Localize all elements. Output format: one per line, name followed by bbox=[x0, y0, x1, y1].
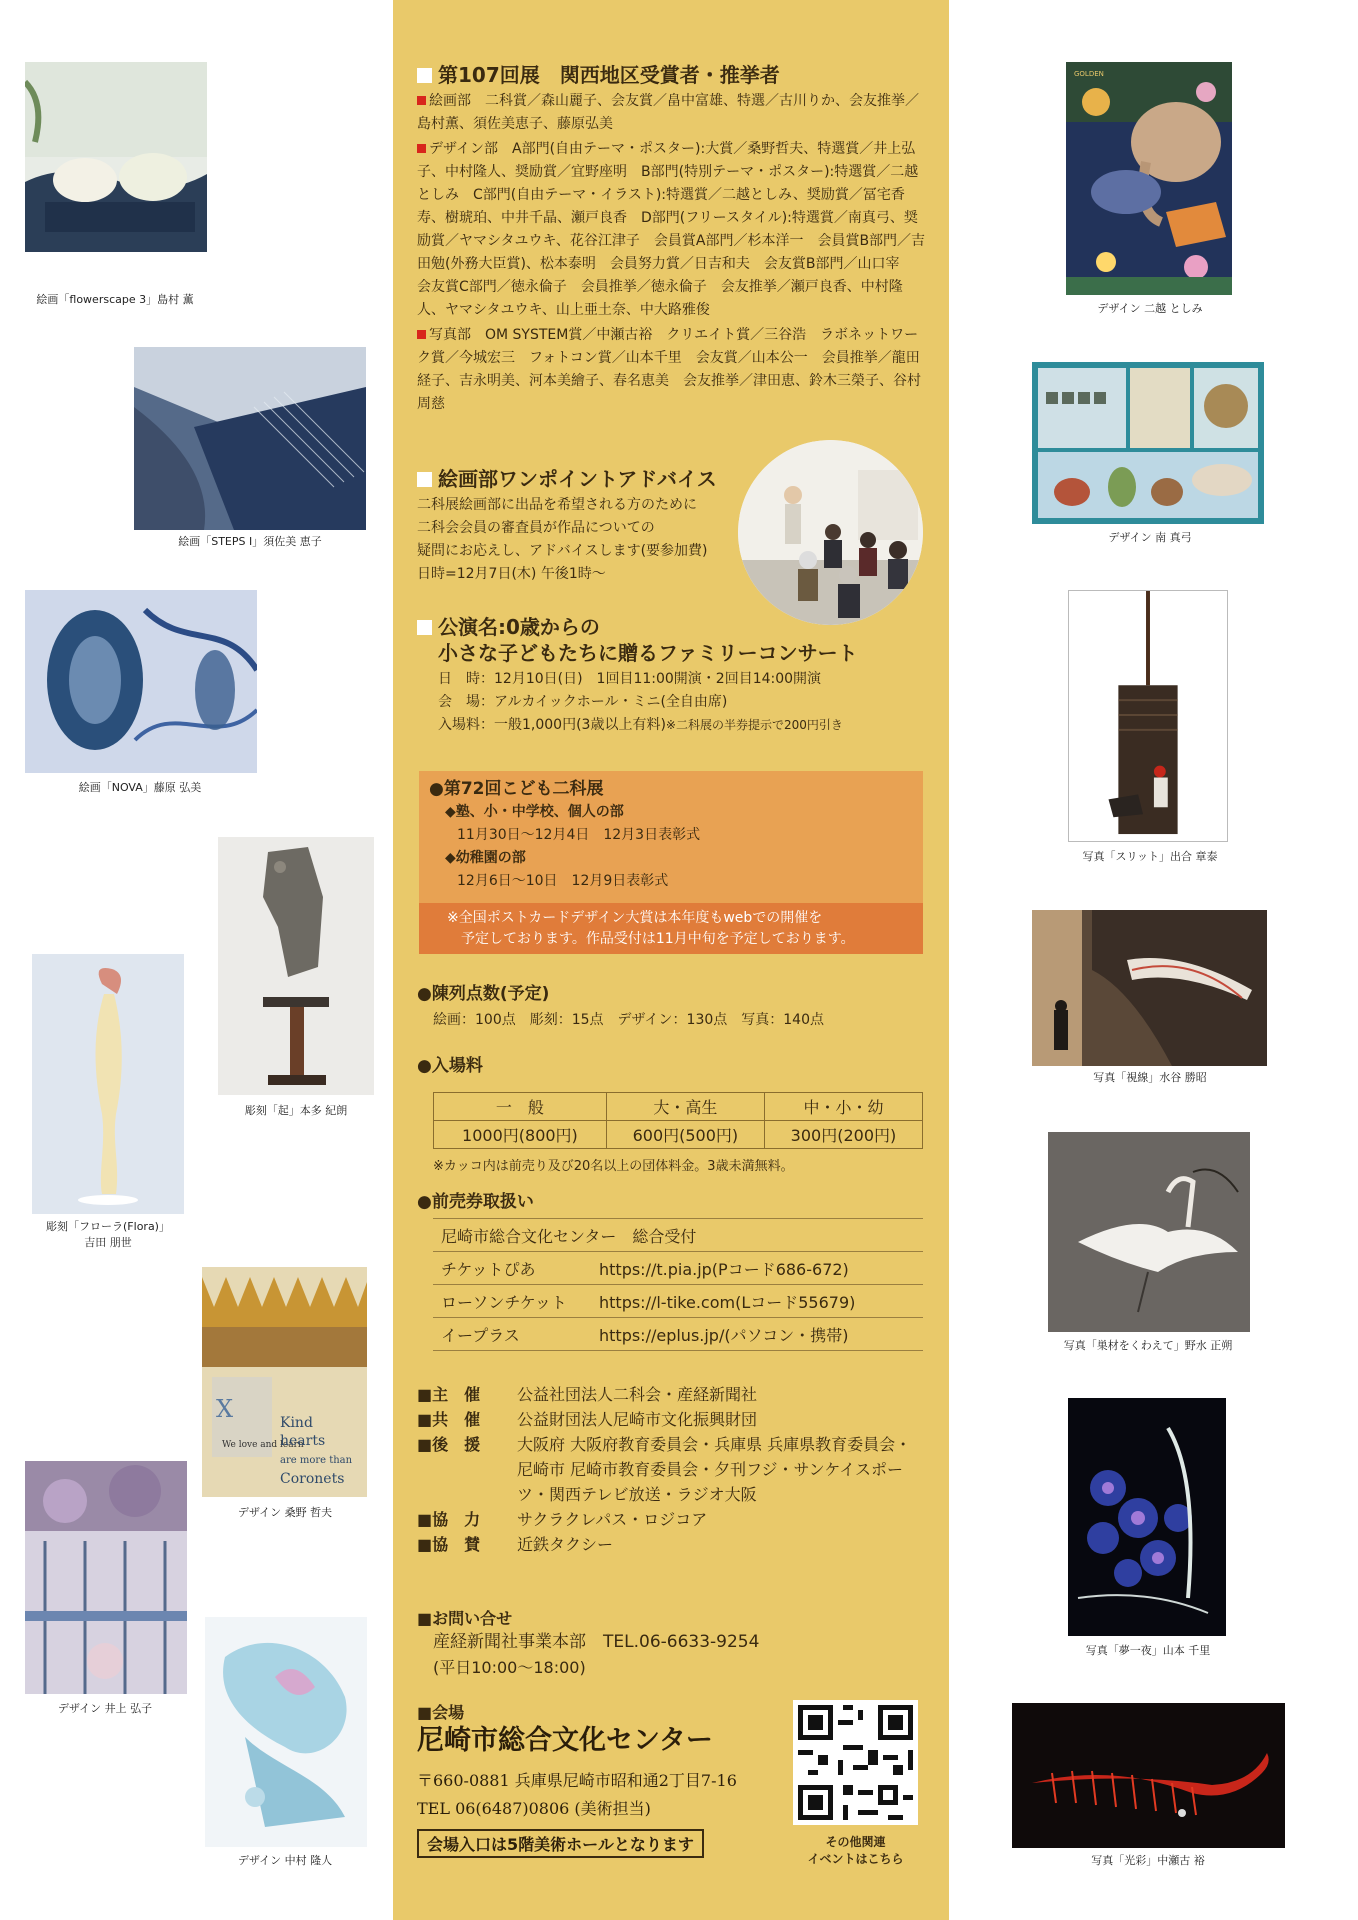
organizer-support-value: 大阪府 大阪府教育委員会・兵庫県 兵庫県教育委員会・尼崎市 尼崎市教育委員会・夕刊フジ・サンケイスポーツ・関西テレビ放送・ラジオ大阪 bbox=[517, 1435, 912, 1504]
kids-box bbox=[419, 771, 923, 954]
organizer-sponsor-value: 近鉄タクシー bbox=[517, 1535, 614, 1554]
kids-sub-2: ◆幼稚園の部 bbox=[445, 850, 526, 866]
admission-note: ※カッコ内は前売り及び20名以上の団体料金。3歳未満無料。 bbox=[433, 1159, 794, 1174]
concert-date: 日 時：12月10日(日) 1回目11:00開演・2回目14:00開演 bbox=[438, 671, 822, 687]
admission-header-child: 中・小・幼 bbox=[764, 1093, 922, 1121]
advice-line-2: 二科会会員の審査員が作品についての bbox=[417, 520, 655, 536]
artwork-nova bbox=[25, 590, 257, 773]
kids-date-2: 12月6日～10日 12月9日表彰式 bbox=[457, 873, 669, 889]
awards-title: 第107回展 関西地区受賞者・推挙者 bbox=[438, 63, 780, 87]
contact-section bbox=[417, 1606, 927, 1678]
ticket-name: ローソンチケット bbox=[441, 1292, 567, 1312]
svg-text:X: X bbox=[216, 1395, 234, 1423]
organizer-sponsor bbox=[417, 1532, 927, 1557]
awards-painting-text: 絵画部 二科賞／森山麗子、会友賞／畠中富雄、特選／古川りか、会友推挙／島村薫、須佐美恵子、藤原弘美 bbox=[417, 93, 919, 132]
svg-text:are more than: are more than bbox=[280, 1455, 353, 1466]
organizer-sponsor-label: ■協 賛 bbox=[417, 1535, 481, 1554]
artwork-kousai bbox=[1012, 1703, 1285, 1848]
ticket-url[interactable]: https://eplus.jp/(パソコン・携帯) bbox=[599, 1325, 849, 1345]
awards-section bbox=[417, 62, 927, 416]
ticket-url[interactable]: https://t.pia.jp(Pコード686-672) bbox=[599, 1259, 849, 1279]
caption-nova: 絵画「NOVA」藤原 弘美 bbox=[78, 781, 202, 794]
caption-flora-2: 吉田 朋世 bbox=[84, 1236, 132, 1249]
ticket-name: チケットぴあ bbox=[441, 1259, 536, 1279]
venue-label: ■会場 bbox=[417, 1703, 465, 1722]
venue-address: 〒660-0881 兵庫県尼崎市昭和通2丁目7-16 bbox=[417, 1771, 737, 1790]
concert-section bbox=[417, 614, 927, 737]
ticket-name: 尼崎市総合文化センター 総合受付 bbox=[441, 1226, 697, 1246]
caption-minami: デザイン 南 真弓 bbox=[1108, 531, 1192, 544]
advice-title: 絵画部ワンポイントアドバイス bbox=[438, 467, 717, 491]
organizer-cohost bbox=[417, 1407, 927, 1432]
kids-date-1: 11月30日～12月4日 12月3日表彰式 bbox=[457, 827, 701, 843]
contact-phone: 産経新聞社事業本部 TEL.06-6633-9254 bbox=[433, 1632, 760, 1652]
qr-caption-1: その他関連 bbox=[825, 1835, 886, 1849]
qr-code[interactable] bbox=[793, 1700, 918, 1825]
concert-title-2: 小さな子どもたちに贈るファミリーコンサート bbox=[438, 641, 858, 665]
organizer-cohost-value: 公益財団法人尼崎市文化振興財団 bbox=[517, 1410, 758, 1429]
organizer-support-label: ■後 援 bbox=[417, 1435, 481, 1454]
tickets-section bbox=[417, 1190, 927, 1351]
advice-line-3: 疑問にお応えし、アドバイスします(要参加費) bbox=[417, 543, 708, 559]
ticket-row bbox=[433, 1252, 923, 1285]
artwork-flowerscape bbox=[25, 62, 207, 252]
advice-photo bbox=[738, 440, 923, 625]
ticket-name: イープラス bbox=[441, 1325, 520, 1345]
ticket-row bbox=[433, 1219, 923, 1252]
admission-price-student: 600円(500円) bbox=[606, 1121, 764, 1149]
kids-note-1: ※全国ポストカードデザイン大賞は本年度もwebでの開催を bbox=[447, 910, 823, 926]
concert-fee-line bbox=[438, 714, 927, 737]
contact-title: ■お問い合せ bbox=[417, 1609, 513, 1628]
tickets-title: ●前売券取扱い bbox=[417, 1192, 534, 1212]
advice-body bbox=[417, 494, 737, 586]
organizer-host-label: ■主 催 bbox=[417, 1385, 481, 1404]
center-panel bbox=[393, 0, 949, 1920]
caption-shisen: 写真「視線」水谷 勝昭 bbox=[1093, 1071, 1207, 1084]
admission-header-student: 大・高生 bbox=[606, 1093, 764, 1121]
contact-hours: (平日10:00～18:00) bbox=[433, 1658, 586, 1677]
artwork-sugai bbox=[1048, 1132, 1250, 1332]
awards-design-text: デザイン部 A部門(自由テーマ・ポスター):大賞／桑野哲夫、特選賞／井上弘子、中村隆人、奨励賞／宜野座明 B部門(特別テーマ・ポスター):特選賞／二越としみ C部門(自由テーマ・イラスト):特選賞／二越としみ、奨励賞／冨宅香寿、樹琥珀、中井千晶、瀬戸良香 D部門(フリースタイル):特選賞／南真弓、奨励賞／ヤマシタユウキ、花谷江津子 会員賞A部門／杉本洋一 会員賞B部門／吉田勉(外務大臣賞)、松本泰明 会員努力賞／日吉和夫 会友賞B部門／山口宰 会友賞C部門／徳永倫子 会員推挙／徳永倫子 会友推挙／瀬戸良香、中村隆人、ヤマシタユウキ、山上亜土奈、中大路雅俊 bbox=[417, 141, 926, 318]
qr-caption bbox=[773, 1834, 938, 1868]
artwork-nakamura bbox=[205, 1617, 367, 1847]
exhibits-section bbox=[417, 982, 927, 1032]
caption-sugai: 写真「巣材をくわえて」野水 正朔 bbox=[1063, 1339, 1233, 1352]
concert-title-1: 公演名:0歳からの bbox=[438, 615, 600, 639]
concert-fee-note: ※二科展の半券提示で200円引き bbox=[665, 718, 843, 732]
organizer-support bbox=[417, 1432, 927, 1507]
svg-text:Coronets: Coronets bbox=[280, 1471, 345, 1487]
caption-flowerscape: 絵画「flowerscape 3」島村 薫 bbox=[36, 293, 194, 306]
caption-kuwano: デザイン 桑野 哲夫 bbox=[237, 1506, 333, 1519]
organizer-coop bbox=[417, 1507, 927, 1532]
concert-fee: 入場料：一般1,000円(3歳以上有料) bbox=[438, 717, 666, 733]
admission-price-child: 300円(200円) bbox=[764, 1121, 922, 1149]
caption-futagoshi: デザイン 二越 としみ bbox=[1097, 302, 1203, 315]
concert-heading bbox=[417, 614, 927, 640]
kids-sub-1: ◆塾、小・中学校、個人の部 bbox=[445, 804, 624, 820]
admission-header-general: 一 般 bbox=[434, 1093, 607, 1121]
venue-entrance-note: 会場入口は5階美術ホールとなります bbox=[417, 1829, 704, 1858]
organizer-cohost-label: ■共 催 bbox=[417, 1410, 481, 1429]
admission-price-row bbox=[434, 1121, 923, 1149]
admission-price-general: 1000円(800円) bbox=[434, 1121, 607, 1149]
admission-header-row bbox=[434, 1093, 923, 1121]
kids-title: ●第72回こども二科展 bbox=[429, 779, 604, 799]
kids-note-2: 予定しております。作品受付は11月中旬を予定しております。 bbox=[461, 931, 855, 947]
caption-nakamura: デザイン 中村 隆人 bbox=[237, 1854, 333, 1867]
svg-text:hearts: hearts bbox=[280, 1433, 326, 1449]
venue-section bbox=[417, 1700, 777, 1858]
caption-inoue: デザイン 井上 弘子 bbox=[57, 1702, 153, 1715]
venue-tel: TEL 06(6487)0806 (美術担当) bbox=[417, 1799, 651, 1818]
artwork-minami bbox=[1032, 362, 1264, 524]
caption-ki: 彫刻「起」本多 紀朗 bbox=[244, 1104, 348, 1117]
awards-painting bbox=[417, 90, 927, 136]
ticket-url[interactable]: https://l-tike.com(Lコード55679) bbox=[599, 1292, 856, 1312]
artwork-flora bbox=[32, 954, 184, 1214]
ticket-row bbox=[433, 1318, 923, 1351]
organizer-host bbox=[417, 1382, 927, 1407]
svg-text:Kind: Kind bbox=[280, 1415, 313, 1431]
artwork-shisen bbox=[1032, 910, 1267, 1066]
qr-caption-2: イベントはこちら bbox=[807, 1852, 904, 1866]
artwork-inoue bbox=[25, 1461, 187, 1694]
concert-details bbox=[417, 668, 927, 737]
artwork-golden-text: GOLDEN bbox=[1074, 70, 1104, 78]
awards-photo-text: 写真部 OM SYSTEM賞／中瀬古裕 クリエイト賞／三谷浩 ラボネットワーク賞／今城宏三 フォトコン賞／山本千里 会友賞／山本公一 会員推挙／龍田経子、吉永明美、河本美繪子、春名恵美 会友推挙／津田恵、鈴木三榮子、谷村周慈 bbox=[417, 327, 921, 412]
kids-note bbox=[419, 903, 923, 954]
awards-heading bbox=[417, 62, 927, 88]
artwork-kuwano bbox=[202, 1267, 367, 1497]
artwork-futagoshi bbox=[1066, 62, 1232, 295]
artwork-steps bbox=[134, 347, 366, 530]
admission-table bbox=[433, 1092, 923, 1149]
tickets-list bbox=[433, 1218, 923, 1351]
admission-title: ●入場料 bbox=[417, 1056, 483, 1076]
exhibits-text: 絵画：100点 彫刻：15点 デザイン：130点 写真：140点 bbox=[433, 1012, 824, 1028]
ticket-row bbox=[433, 1285, 923, 1318]
caption-steps: 絵画「STEPS I」須佐美 恵子 bbox=[178, 535, 322, 548]
organizer-coop-label: ■協 力 bbox=[417, 1510, 481, 1529]
caption-slit: 写真「スリット」出合 章泰 bbox=[1082, 850, 1218, 863]
advice-line-1: 二科展絵画部に出品を希望される方のために bbox=[417, 497, 697, 513]
kids-content bbox=[419, 771, 923, 893]
caption-kousai: 写真「光彩」中瀬古 裕 bbox=[1091, 1854, 1205, 1867]
venue-name: 尼崎市総合文化センター bbox=[417, 1725, 713, 1756]
awards-photo bbox=[417, 324, 927, 416]
caption-flora-1: 彫刻「フローラ(Flora)」 bbox=[46, 1220, 170, 1233]
awards-design bbox=[417, 138, 927, 322]
admission-section bbox=[417, 1054, 927, 1174]
organizers-section bbox=[417, 1382, 927, 1557]
artwork-we-love-text: We love and learn bbox=[222, 1440, 304, 1450]
concert-venue: 会 場：アルカイックホール・ミニ(全自由席) bbox=[438, 694, 728, 710]
exhibits-title: ●陳列点数(予定) bbox=[417, 984, 550, 1004]
artwork-slit bbox=[1068, 590, 1228, 842]
caption-yumeichiya: 写真「夢一夜」山本 千里 bbox=[1085, 1644, 1211, 1657]
advice-line-4: 日時=12月7日(木) 午後1時～ bbox=[417, 566, 606, 582]
artwork-ki bbox=[218, 837, 374, 1095]
organizer-host-value: 公益社団法人二科会・産経新聞社 bbox=[517, 1385, 758, 1404]
organizer-coop-value: サクラクレパス・ロジコア bbox=[517, 1510, 708, 1529]
artwork-yumeichiya bbox=[1068, 1398, 1226, 1636]
